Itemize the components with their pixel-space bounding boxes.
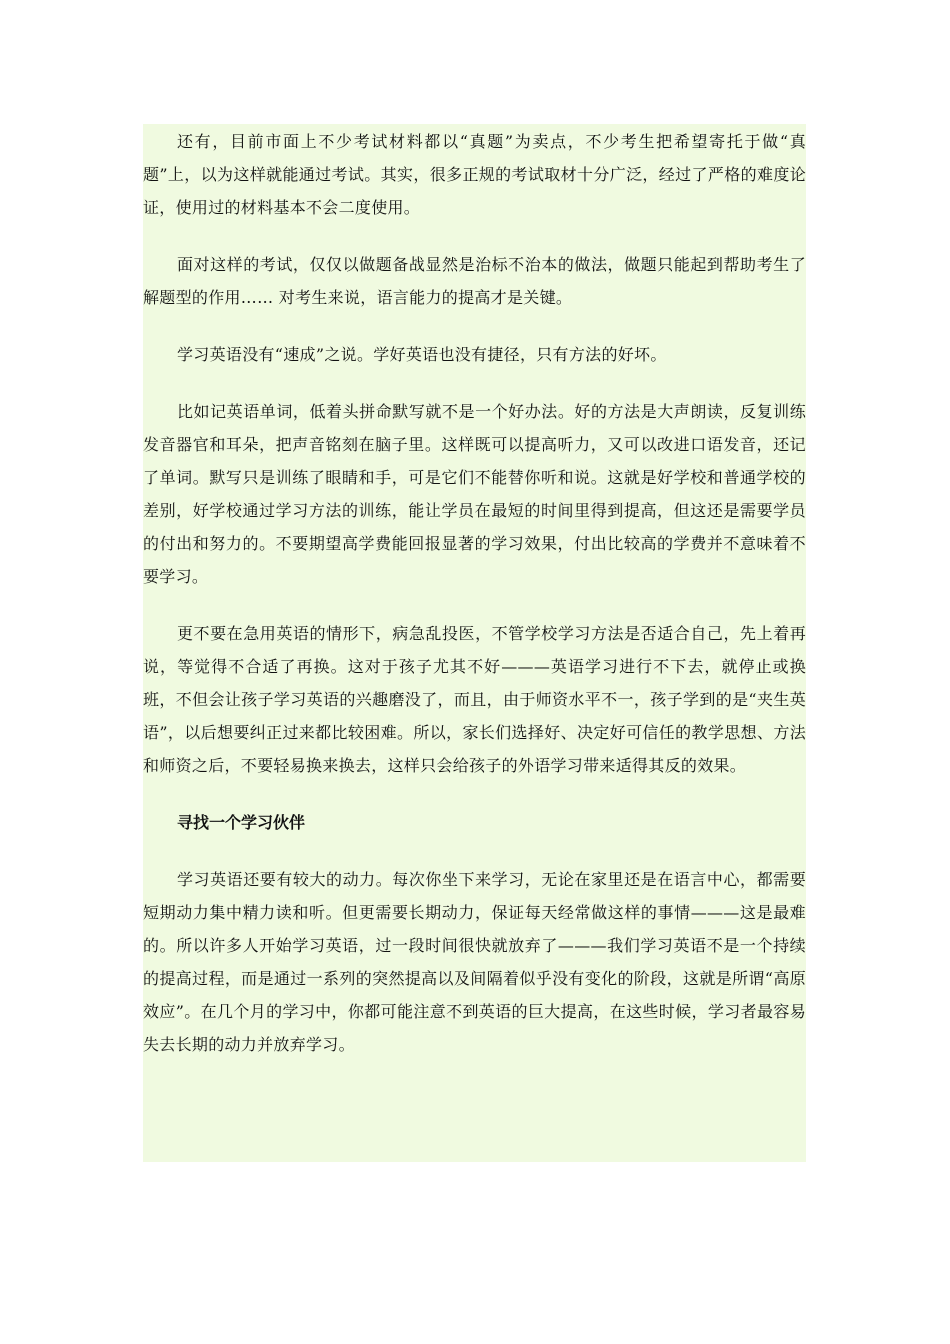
article-body bbox=[143, 124, 806, 1162]
paragraph-6: 学习英语还要有较大的动力。每次你坐下来学习，无论在家里还是在语言中心，都需要短期动力集中精力读和听。但更需要长期动力，保证每天经常做这样的事情———这是最难的。所以许多人开始学习英语，过一段时间很快就放弃了———我们学习英语不是一个持续的提高过程，而是通过一系列的突然提高以及间隔着似乎没有变化的阶段，这就是所谓“高原效应”。在几个月的学习中，你都可能注意不到英语的巨大提高，在这些时候，学习者最容易失去长期的动力并放弃学习。 bbox=[143, 870, 806, 1054]
paragraph-1: 还有，目前市面上不少考试材料都以“真题”为卖点，不少考生把希望寄托于做“真题”上，以为这样就能通过考试。其实，很多正规的考试取材十分广泛，经过了严格的难度论证，使用过的材料基本不会二度使用。 bbox=[143, 132, 806, 217]
paragraph-4: 比如记英语单词，低着头拼命默写就不是一个好办法。好的方法是大声朗读，反复训练发音器官和耳朵，把声音铭刻在脑子里。这样既可以提高听力，又可以改进口语发音，还记了单词。默写只是训练了眼睛和手，可是它们不能替你听和说。这就是好学校和普通学校的差别，好学校通过学习方法的训练，能让学员在最短的时间里得到提高，但这还是需要学员的付出和努力的。不要期望高学费能回报显著的学习效果，付出比较高的学费并不意味着不要学习。 bbox=[143, 402, 806, 586]
paragraph-3: 学习英语没有“速成”之说。学好英语也没有捷径，只有方法的好坏。 bbox=[177, 345, 667, 364]
section-heading: 寻找一个学习伙伴 bbox=[177, 813, 306, 832]
paragraph-5: 更不要在急用英语的情形下，病急乱投医，不管学校学习方法是否适合自己，先上着再说，等觉得不合适了再换。这对于孩子尤其不好———英语学习进行不下去，就停止或换班，不但会让孩子学习英语的兴趣磨没了，而且，由于师资水平不一，孩子学到的是“夹生英语”，以后想要纠正过来都比较困难。所以，家长们选择好、决定好可信任的教学思想、方法和师资之后，不要轻易换来换去，这样只会给孩子的外语学习带来适得其反的效果。 bbox=[143, 624, 806, 775]
paragraph-2: 面对这样的考试，仅仅以做题备战显然是治标不治本的做法，做题只能起到帮助考生了解题型的作用…… 对考生来说，语言能力的提高才是关键。 bbox=[143, 255, 806, 307]
